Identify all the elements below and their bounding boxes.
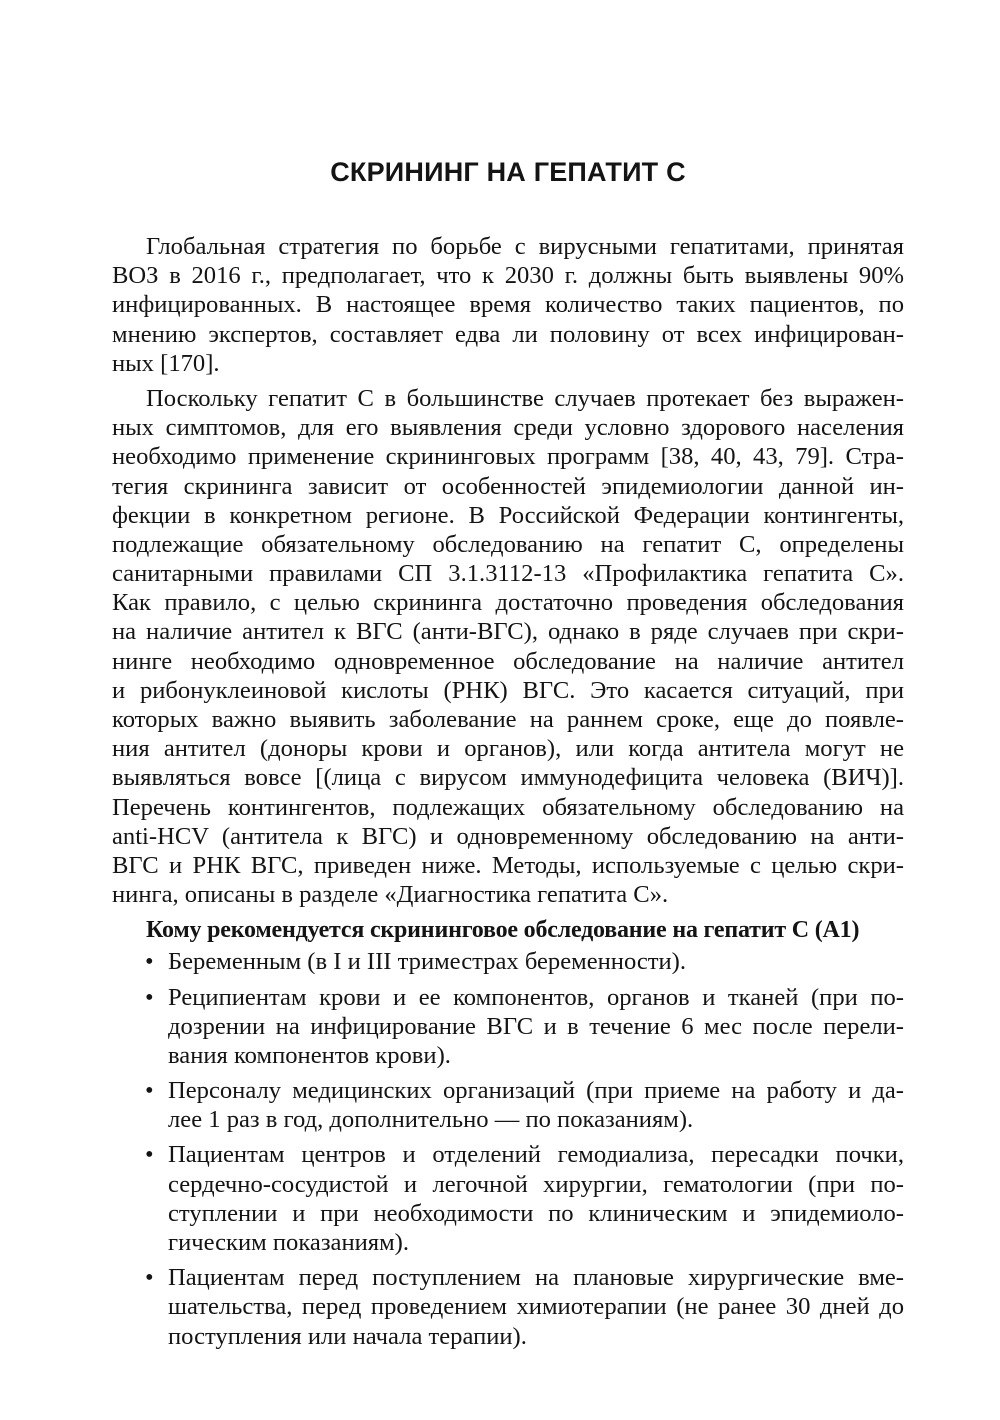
list-item (112, 947, 904, 976)
text-line: фекции в конкретном регионе. В Российской Федерации контингенты, (112, 501, 904, 529)
text-line: необходимо применение скрининговых программ [38, 40, 43, 79]. Стра- (112, 443, 904, 471)
bullet-icon: • (145, 1077, 154, 1105)
text-line: ВОЗ в 2016 г., предполагает, что к 2030 г. должны быть выявлены 90% (112, 262, 904, 290)
bullet-icon: • (145, 1264, 154, 1292)
list-item-line: Реципиентам крови и ее компонентов, органов и тканей (при по- (168, 983, 904, 1011)
text-line: выявляться вовсе [(лица с вирусом иммунодефицита человека (ВИЧ)]. (112, 764, 904, 792)
text-line: anti-HCV (антитела к ВГС) и одновременному обследованию на анти- (112, 822, 904, 850)
list-item (112, 1140, 904, 1257)
list-item-line: Пациентам перед поступлением на плановые хирургические вме- (168, 1264, 904, 1292)
paragraph-2 (112, 384, 904, 909)
text-line: нинга, описаны в разделе «Диагностика гепатита С». (112, 881, 669, 909)
document-page (112, 150, 904, 1357)
list-item-line: поступления или начала терапии). (168, 1322, 527, 1350)
list-item-line: лее 1 раз в год, дополнительно — по показаниям). (168, 1106, 694, 1134)
list-item-line: ступлении и при необходимости по клиническим и эпидемиоло- (168, 1199, 904, 1227)
text-line: на наличие антител к ВГС (анти-ВГС), однако в ряде случаев при скри- (112, 618, 904, 646)
text-line: ВГС и РНК ВГС, приведен ниже. Методы, используемые с целью скри- (112, 851, 904, 879)
list-item-line: Беременным (в I и III триместрах беременности). (168, 948, 687, 976)
text-line: нинге необходимо одновременное обследование на наличие антител (112, 647, 904, 675)
paragraph-1 (112, 232, 904, 378)
bullet-icon: • (145, 948, 154, 976)
list-item (112, 1076, 904, 1134)
text-line: и рибонуклеиновой кислоты (РНК) ВГС. Это касается ситуаций, при (112, 676, 904, 704)
text-line: санитарными правилами СП 3.1.3112-13 «Профилактика гепатита С». (112, 560, 904, 588)
text-line: ных [170]. (112, 349, 220, 377)
bullet-icon: • (145, 1141, 154, 1169)
bullet-list (112, 947, 904, 1350)
page-title: СКРИНИНГ НА ГЕПАТИТ С (330, 157, 686, 187)
text-line: подлежащие обязательному обследованию на гепатит С, определены (112, 530, 904, 558)
text-line: которых важно выявить заболевание на раннем сроке, еще до появле- (112, 706, 904, 733)
text-line: Как правило, с целью скрининга достаточно проведения обследования (112, 589, 904, 617)
section-subheading: Кому рекомендуется скрининговое обследование на гепатит С (А1) (146, 917, 860, 944)
list-item-line: сердечно-сосудистой и легочной хирургии, гематологии (при по- (168, 1170, 904, 1198)
list-item-line: шательства, перед проведением химиотерапии (не ранее 30 дней до (168, 1293, 904, 1321)
list-item-line: Пациентам центров и отделений гемодиализа, пересадки почки, (168, 1141, 904, 1169)
list-item-line: вания компонентов крови). (168, 1041, 451, 1069)
text-line: тегия скрининга зависит от особенностей эпидемиологии данной ин- (112, 472, 904, 500)
text-line: мнению экспертов, составляет едва ли половину от всех инфицирован- (112, 320, 904, 348)
text-line: Глобальная стратегия по борьбе с вирусными гепатитами, принятая (146, 233, 904, 260)
list-item (112, 1263, 904, 1351)
text-line: ния антител (доноры крови и органов), или когда антитела могут не (112, 735, 904, 763)
text-line: Перечень контингентов, подлежащих обязательному обследованию на (112, 793, 904, 821)
list-item-line: гическим показаниям). (168, 1229, 410, 1256)
list-item-line: Персоналу медицинских организаций (при приеме на работу и да- (168, 1077, 904, 1105)
text-line: ных симптомов, для его выявления среди условно здорового населения (112, 414, 904, 442)
list-item (112, 983, 904, 1071)
text-line: инфицированных. В настоящее время количество таких пациентов, по (112, 291, 904, 319)
list-item-line: дозрении на инфицирование ВГС и в течение 6 мес после перели- (168, 1012, 904, 1040)
text-line: Поскольку гепатит С в большинстве случаев протекает без выражен- (146, 384, 904, 412)
bullet-icon: • (145, 983, 154, 1011)
